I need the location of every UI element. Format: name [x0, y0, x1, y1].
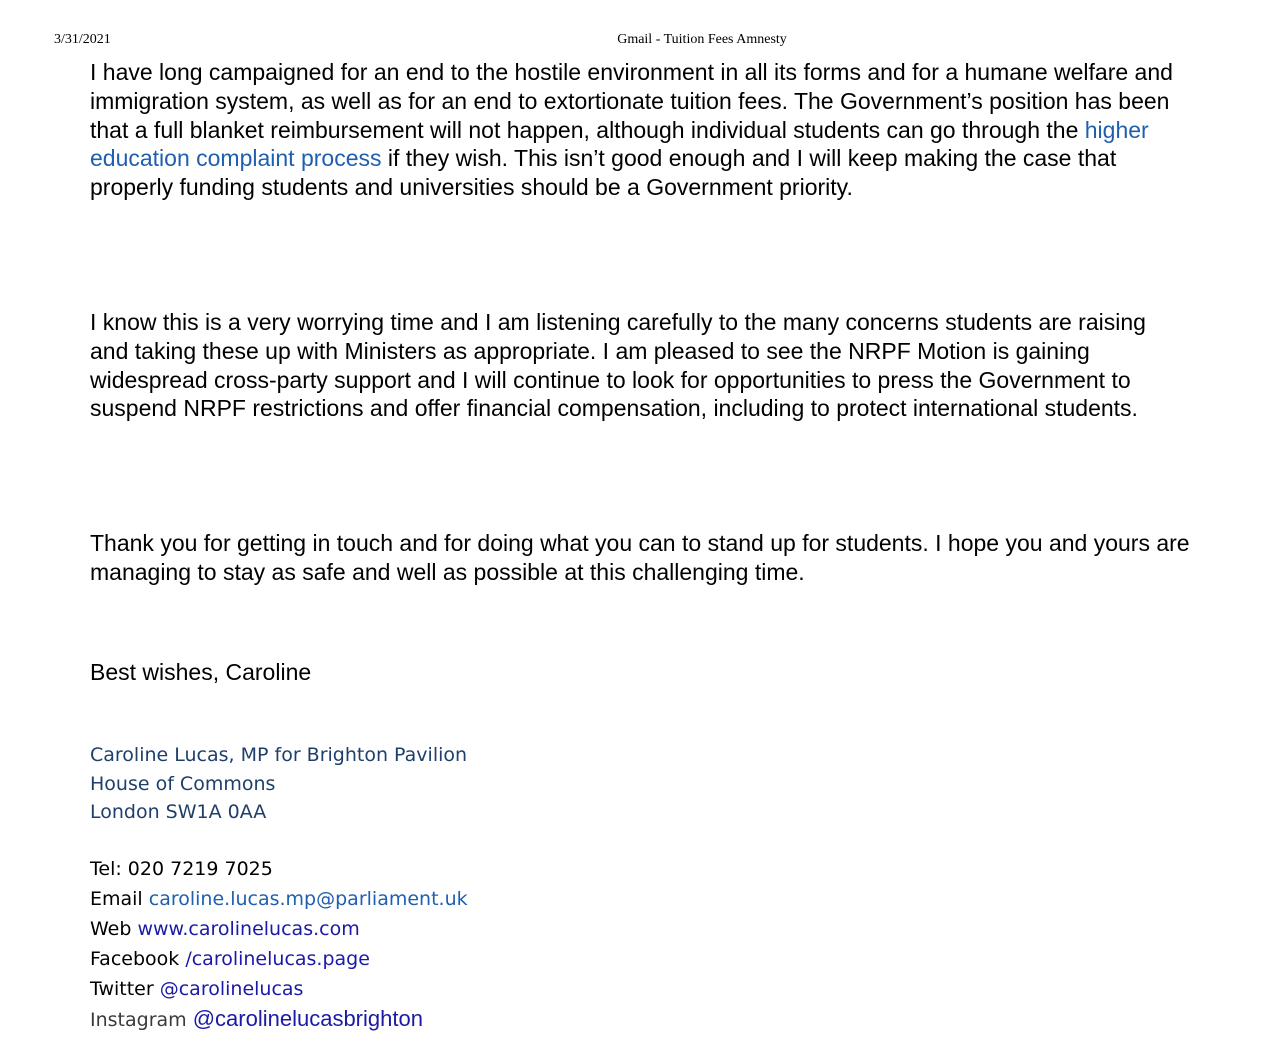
signature-block: [90, 741, 467, 827]
email-label: Email: [90, 888, 149, 910]
contact-web: [90, 914, 468, 944]
contact-twitter: [90, 974, 468, 1004]
tel-value: 020 7219 7025: [127, 858, 273, 880]
signature-address-line: London SW1A 0AA: [90, 801, 267, 823]
twitter-link[interactable]: @carolinelucas: [159, 978, 304, 1000]
web-label: Web: [90, 918, 138, 940]
email-link[interactable]: caroline.lucas.mp@parliament.uk: [148, 888, 468, 910]
paragraph-thanks: Thank you for getting in touch and for doing what you can to stand up for students. I hope you and yours are managing to stay as safe and well as possible at this challenging time.: [90, 530, 1190, 585]
contact-facebook: [90, 944, 468, 974]
contact-tel: [90, 854, 468, 884]
print-title: Gmail - Tuition Fees Amnesty: [617, 32, 787, 47]
closing-line: Best wishes, Caroline: [90, 659, 312, 685]
facebook-label: Facebook: [90, 948, 186, 970]
website-link[interactable]: www.carolinelucas.com: [137, 918, 360, 940]
tel-label: Tel:: [90, 858, 128, 880]
signature-name: Caroline Lucas, MP for Brighton Pavilion: [90, 744, 468, 766]
instagram-label: Instagram: [90, 1009, 193, 1031]
instagram-link[interactable]: @carolinelucasbrighton: [192, 1006, 423, 1031]
facebook-link[interactable]: /carolinelucas.page: [185, 948, 370, 970]
twitter-label: Twitter: [90, 978, 160, 1000]
paragraph-text: I have long campaigned for an end to the hostile environment in all its forms and for a humane welfare and immigration system, as well as for an end to extortionate tuition fees. The Government’s position has been that a full blanket reimbursement will not happen, although individual students can go through the: [90, 59, 1173, 143]
contact-email: [90, 884, 468, 914]
contact-block: [90, 854, 468, 1035]
contact-instagram: [90, 1004, 468, 1035]
print-date: 3/31/2021: [54, 32, 111, 47]
complaint-process-link[interactable]: higher education complaint process: [90, 116, 1149, 172]
paragraph-nrpf: I know this is a very worrying time and I am listening carefully to the many concerns students are raising and taking these up with Ministers as appropriate. I am pleased to see the NRPF Motion is gaining widespread cross-party support and I will continue to look for opportunities to press the Government to suspend NRPF restrictions and offer financial compensation, including to protect international students.: [90, 309, 1146, 422]
paragraph-tuition-fees: [90, 58, 1190, 202]
paragraph-text: if they wish. This isn’t good enough and I will keep making the case that properly funding students and universities should be a Government priority.: [90, 145, 1117, 201]
print-header: [0, 32, 1275, 50]
signature-address-line: House of Commons: [90, 772, 276, 795]
